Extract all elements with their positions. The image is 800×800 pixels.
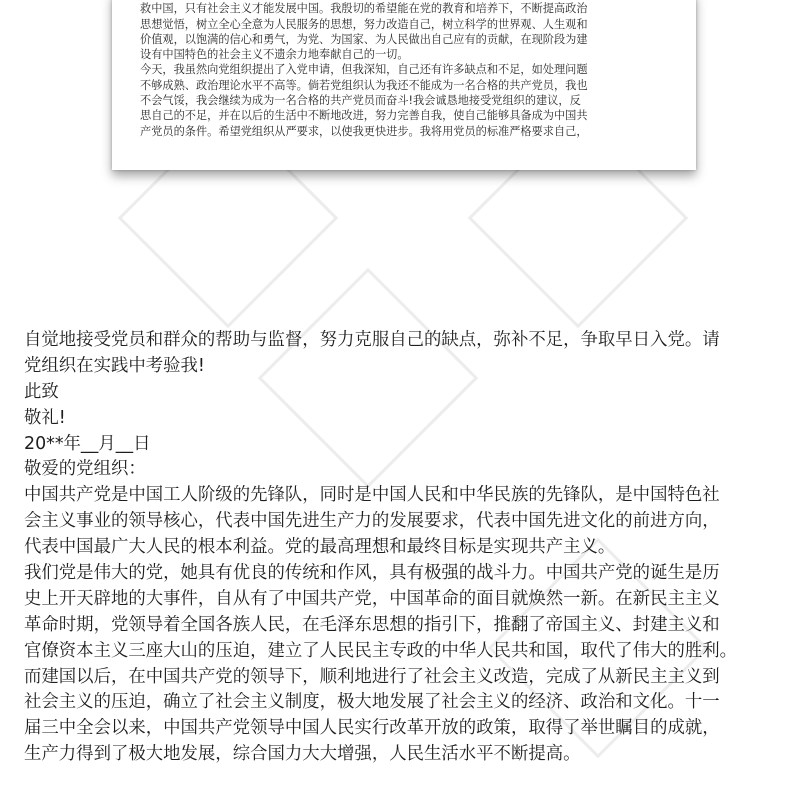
body-line: 会主义事业的领导核心，代表中国先进生产力的发展要求，代表中国先进文化的前进方向， [24,511,720,532]
sheet-line: 思自己的不足，并在以后的生活中不断地改进，努力完善自我，使自己能够具备成为中国共 [140,109,588,123]
document-sheet-preview [112,0,696,170]
body-line: 而建国以后，在中国共产党的领导下，顺利地进行了社会主义改造，完成了从新民主主义到 [24,666,720,687]
body-line: 代表中国最广大人民的根本利益。党的最高理想和最终目标是实现共产主义。 [24,537,616,558]
body-line: 自觉地接受党员和群众的帮助与监督，努力克服自己的缺点，弥补不足，争取早日入党。请 [24,330,720,350]
body-line: 届三中全会以来，中国共产党领导中国人民实行改革开放的政策，取得了举世瞩目的成就， [24,718,720,739]
body-line: 社会主义的压迫，确立了社会主义制度，极大地发展了社会主义的经济、政治和文化。十一 [24,692,720,713]
date-line: 20**年__月__日 [24,433,151,454]
closing-regards: 敬礼! [24,407,66,428]
sheet-line: 价值观，以饱满的信心和勇气，为党、为国家、为人民做出自己应有的贡献，在现阶段为建 [140,32,588,46]
body-line: 生产力得到了极大地发展，综合国力大大增强，人民生活水平不断提高。 [24,744,581,765]
sheet-line: 今天，我虽然向党组织提出了入党申请，但我深知，自己还有许多缺点和不足，如处理问题 [140,63,588,77]
body-line: 官僚资本主义三座大山的压迫，建立了人民民主专政的中华人民共和国，取代了伟大的胜利。 [24,640,738,661]
greeting: 敬爱的党组织： [24,459,146,480]
closing-salutation: 此致 [24,381,59,402]
sheet-line: 思想觉悟，树立全心全意为人民服务的思想，努力改造自己，树立科学的世界观、人生观和 [140,17,588,31]
sheet-text [140,0,680,139]
document-body [24,328,794,768]
body-line: 中国共产党是中国工人阶级的先锋队，同时是中国人民和中华民族的先锋队，是中国特色社 [24,485,720,506]
sheet-line: 设有中国特色的社会主义不遗余力地奉献自己的一切。 [140,48,409,62]
sheet-line: 救中国，只有社会主义才能发展中国。我殷切的希望能在党的教育和培养下，不断提高政治 [140,2,588,16]
sheet-line: 不会气馁，我会继续为成为一名合格的共产党员而奋斗!我会诚恳地接受党组织的建议，反 [140,94,581,108]
body-line: 革命时期，党领导着全国各族人民，在毛泽东思想的指引下，推翻了帝国主义、封建主义和 [24,614,720,635]
sheet-line: 不够成熟、政治理论水平不高等。倘若党组织认为我还不能成为一名合格的共产党员，我也 [140,78,588,92]
body-line: 史上开天辟地的大事件，自从有了中国共产党，中国革命的面目就焕然一新。在新民主主义 [24,588,720,609]
sheet-line: 产党员的条件。希望党组织从严要求，以使我更快进步。我将用党员的标准严格要求自己， [140,124,588,138]
body-line: 党组织在实践中考验我! [24,355,205,376]
body-line: 我们党是伟大的党，她具有优良的传统和作风，具有极强的战斗力。中国共产党的诞生是历 [24,563,720,584]
